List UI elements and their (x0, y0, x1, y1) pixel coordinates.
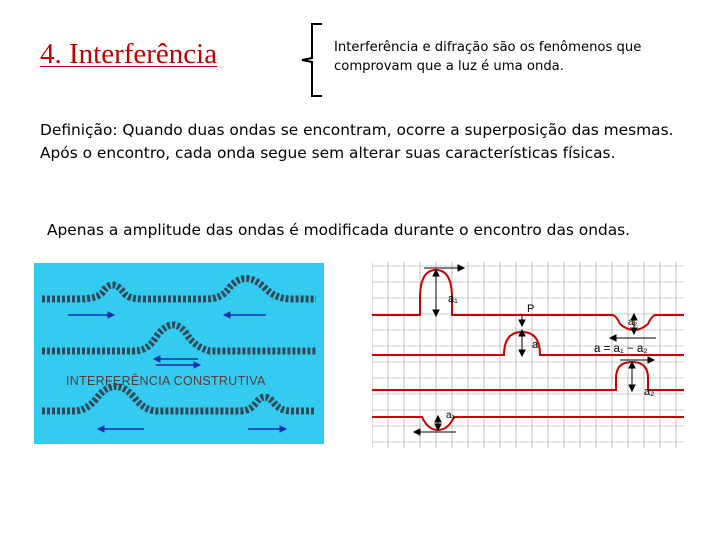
label-a2-top: a₂ (628, 317, 638, 328)
slide-title: 4. Interferência (40, 38, 218, 70)
definition-text: Definição: Quando duas ondas se encontram, ocorre a superposição das mesmas. Após o encontro, cada onda segue sem alterar suas características físicas. (40, 121, 674, 162)
pulse-superposition-figure (372, 262, 684, 448)
figure-caption: INTERFERÊNCIA CONSTRUTIVA (66, 374, 266, 388)
bracket-icon (296, 22, 326, 98)
label-sum-equation: a = a₁ − a₂ (594, 343, 648, 355)
label-a-mid: a (532, 339, 539, 351)
amplitude-arrow-icon (519, 314, 525, 356)
intro-text: Interferência e difração são os fenômenos que comprovam que a luz é uma onda. (334, 40, 642, 74)
label-a1-bottom: a₁ (446, 410, 455, 421)
amplitude-note: Apenas a amplitude das ondas é modificada durante o encontro das ondas. (47, 221, 631, 239)
label-p: P (527, 303, 535, 315)
label-a1-top: a₁ (448, 293, 458, 305)
label-a2-right: a₂ (644, 386, 655, 398)
constructive-interference-figure (34, 263, 324, 444)
